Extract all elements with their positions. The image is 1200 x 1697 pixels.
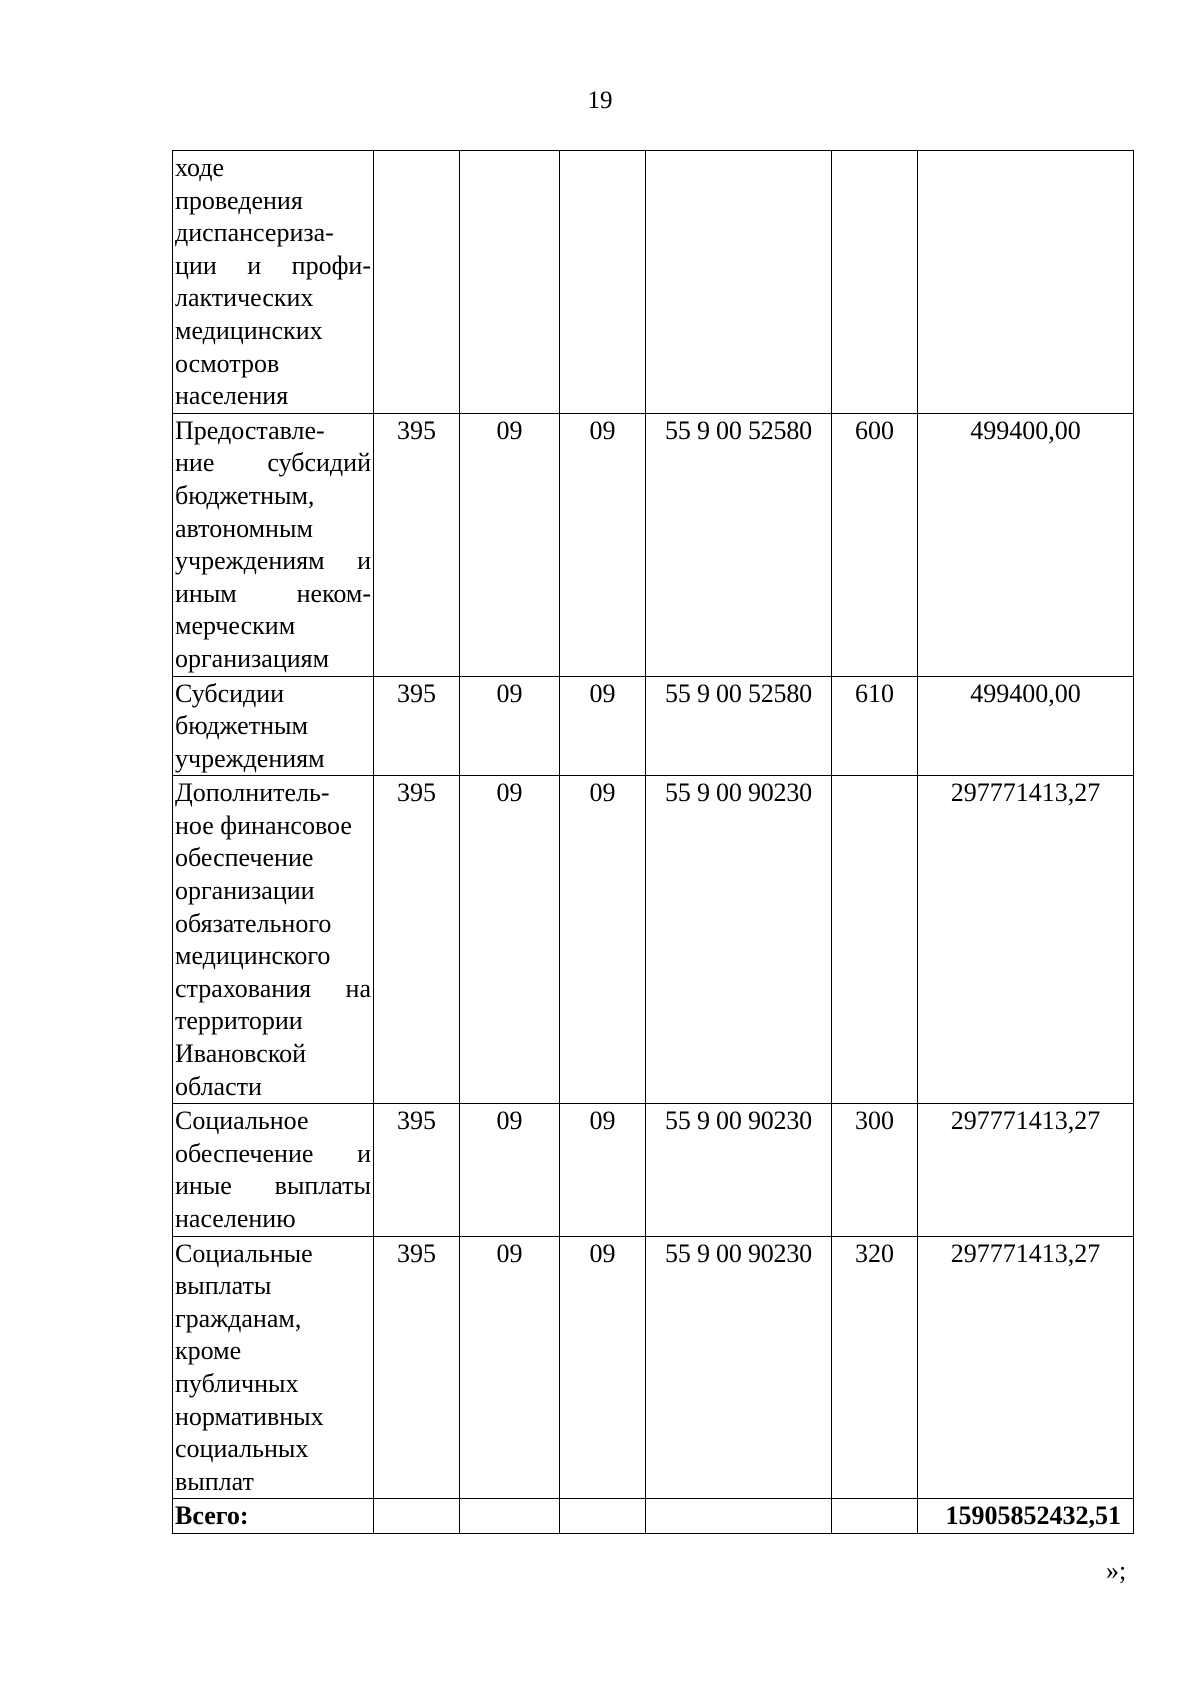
row-name-line: учреждениям и [175, 546, 371, 576]
expense-type-cell [832, 151, 918, 414]
row-name-line: организациям [175, 643, 330, 673]
row-name-line: страхования на [175, 973, 371, 1003]
target-article-cell: 55 9 00 52580 [646, 413, 832, 676]
expense-type-cell: 600 [832, 413, 918, 676]
table-row [173, 413, 1134, 676]
section-code-cell: 09 [460, 413, 560, 676]
row-name-line: населения [175, 381, 289, 411]
row-name-line: Предоставле- [175, 415, 325, 445]
section-code-cell: 09 [460, 776, 560, 1104]
total-amount: 15905852432,51 [918, 1499, 1134, 1534]
row-name-line: Социальные [175, 1238, 313, 1268]
target-article-cell: 55 9 00 90230 [646, 1236, 832, 1499]
row-name-line: социальных [175, 1434, 309, 1464]
amount-cell: 297771413,27 [918, 1236, 1134, 1499]
section-code-cell: 09 [460, 1236, 560, 1499]
target-article-cell [646, 151, 832, 414]
row-name-cell [173, 776, 374, 1104]
admin-code-cell: 395 [374, 413, 460, 676]
amount-cell [918, 151, 1134, 414]
budget-table [172, 150, 1134, 1534]
row-name-line: обязательного [175, 908, 332, 938]
admin-code-cell [374, 151, 460, 414]
table-body [173, 151, 1134, 1499]
row-name-line: ние субсидий [175, 448, 371, 478]
admin-code-cell: 395 [374, 1104, 460, 1236]
amount-cell: 297771413,27 [918, 1104, 1134, 1236]
row-name-line: организации [175, 876, 315, 906]
row-name-line: иные выплаты [175, 1171, 371, 1201]
row-name-line: проведения [175, 185, 303, 215]
row-name-line: ходе [175, 153, 225, 182]
row-name-line: лактических [175, 283, 314, 313]
row-name-line: диспансериза- [175, 218, 334, 248]
table-row [173, 1104, 1134, 1236]
expense-type-cell: 300 [832, 1104, 918, 1236]
total-empty-cell [460, 1499, 560, 1534]
table-row [173, 776, 1134, 1104]
subsection-code-cell: 09 [560, 776, 646, 1104]
row-name-line: Социальное [175, 1106, 309, 1136]
row-name-line: обеспечение [175, 843, 314, 873]
row-name-line: обеспечение и [175, 1138, 371, 1168]
row-name-line: выплаты [175, 1271, 272, 1301]
subsection-code-cell: 09 [560, 413, 646, 676]
subsection-code-cell: 09 [560, 676, 646, 776]
row-name-line: нормативных [175, 1401, 324, 1431]
subsection-code-cell [560, 151, 646, 414]
row-name-cell [173, 1104, 374, 1236]
total-row [173, 1499, 1134, 1534]
row-name-line: мерческим [175, 611, 296, 641]
amount-cell: 499400,00 [918, 413, 1134, 676]
row-name-line: ции и профи- [175, 250, 371, 280]
row-name-cell [173, 413, 374, 676]
target-article-cell: 55 9 00 90230 [646, 1104, 832, 1236]
row-name-line: Субсидии [175, 678, 285, 708]
row-name-line: населению [175, 1204, 296, 1233]
total-empty-cell [646, 1499, 832, 1534]
row-name-line: бюджетным, [175, 480, 315, 510]
amount-cell: 499400,00 [918, 676, 1134, 776]
row-name-line: Ивановской [175, 1039, 307, 1069]
subsection-code-cell: 09 [560, 1104, 646, 1236]
row-name-cell [173, 676, 374, 776]
total-empty-cell [832, 1499, 918, 1534]
row-name-line: гражданам, [175, 1303, 302, 1333]
section-code-cell: 09 [460, 1104, 560, 1236]
admin-code-cell: 395 [374, 776, 460, 1104]
admin-code-cell: 395 [374, 1236, 460, 1499]
row-name-line: учреждениям [175, 743, 325, 773]
section-code-cell [460, 151, 560, 414]
expense-type-cell: 320 [832, 1236, 918, 1499]
row-name-line: осмотров [175, 348, 280, 378]
row-name-line: бюджетным [175, 711, 308, 741]
row-name-line: выплат [175, 1466, 254, 1496]
expense-type-cell [832, 776, 918, 1104]
total-empty-cell [560, 1499, 646, 1534]
row-name-cell [173, 1236, 374, 1499]
total-empty-cell [374, 1499, 460, 1534]
row-name-line: публичных [175, 1368, 299, 1398]
row-name-line: Дополнитель- [175, 778, 330, 808]
row-name-line: медицинских [175, 315, 323, 345]
section-code-cell: 09 [460, 676, 560, 776]
table-row [173, 676, 1134, 776]
row-name-line: ное финансовое [175, 810, 352, 840]
table-row [173, 151, 1134, 414]
admin-code-cell: 395 [374, 676, 460, 776]
row-name-line: территории [175, 1006, 303, 1036]
row-name-line: кроме [175, 1336, 242, 1366]
row-name-line: автономным [175, 513, 313, 543]
expense-type-cell: 610 [832, 676, 918, 776]
subsection-code-cell: 09 [560, 1236, 646, 1499]
row-name-cell [173, 151, 374, 414]
page-number: 19 [587, 87, 613, 114]
row-name-line: иным неком- [175, 578, 371, 608]
target-article-cell: 55 9 00 52580 [646, 676, 832, 776]
amount-cell: 297771413,27 [918, 776, 1134, 1104]
total-label: Всего: [173, 1499, 374, 1534]
row-name-line: медицинского [175, 941, 331, 971]
row-name-line: области [175, 1071, 262, 1101]
closing-quote-mark: »; [1106, 1556, 1127, 1585]
target-article-cell: 55 9 00 90230 [646, 776, 832, 1104]
table-row [173, 1236, 1134, 1499]
